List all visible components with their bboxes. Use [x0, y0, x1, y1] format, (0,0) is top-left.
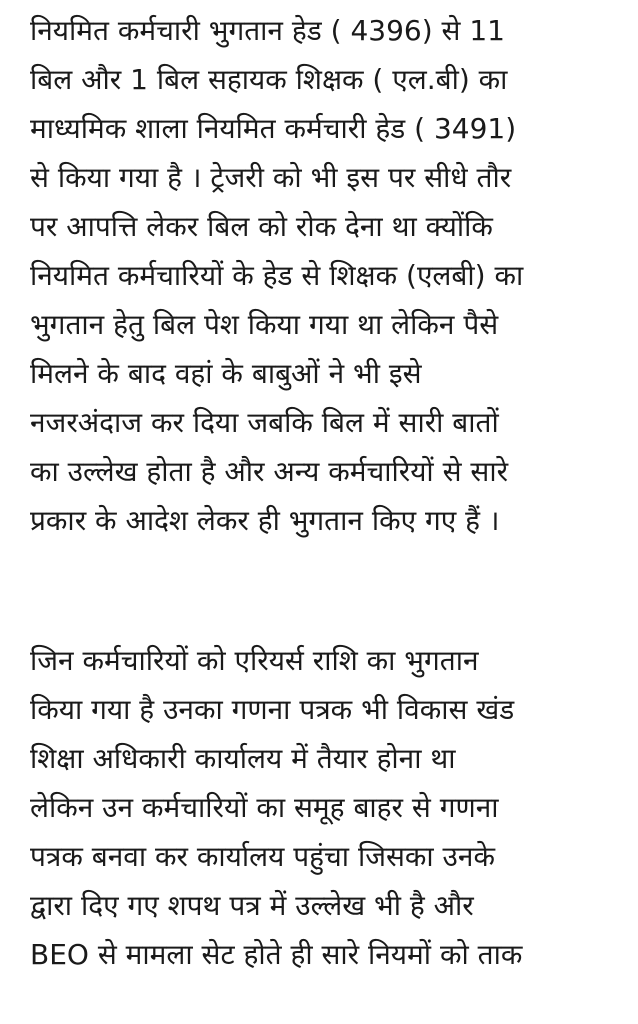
- text-line: मिलने के बाद वहां के बाबुओं ने भी इसे: [30, 357, 422, 390]
- text-line: नजरअंदाज कर दिया जबकि बिल में सारी बातों: [30, 406, 499, 439]
- text-line: BEO से मामला सेट होते ही सारे नियमों को ताक: [30, 938, 523, 971]
- text-line: नियमित कर्मचारी भुगतान हेड ( 4396) से 11: [30, 14, 505, 47]
- text-line: जिन कर्मचारियों को एरियर्स राशि का भुगतान: [30, 644, 479, 677]
- text-line: किया गया है उनका गणना पत्रक भी विकास खंड: [30, 693, 515, 726]
- paragraph-1: [0, 6, 523, 545]
- text-line: माध्यमिक शाला नियमित कर्मचारी हेड ( 3491): [30, 112, 517, 145]
- text-line: द्वारा दिए गए शपथ पत्र में उल्लेख भी है और: [30, 889, 474, 922]
- text-line: पत्रक बनवा कर कार्यालय पहुंचा जिसका उनके: [30, 840, 495, 873]
- text-line: लेकिन उन कर्मचारियों का समूह बाहर से गणना: [30, 791, 499, 824]
- text-line: पर आपत्ति लेकर बिल को रोक देना था क्योंकि: [30, 210, 493, 243]
- text-line: प्रकार के आदेश लेकर ही भुगतान किए गए हैं ।: [30, 504, 500, 537]
- text-line: भुगतान हेतु बिल पेश किया गया था लेकिन पैसे: [30, 308, 499, 341]
- text-line: बिल और 1 बिल सहायक शिक्षक ( एल.बी) का: [30, 63, 508, 96]
- text-line: नियमित कर्मचारियों के हेड से शिक्षक (एलबी) का: [30, 259, 524, 292]
- text-line: का उल्लेख होता है और अन्य कर्मचारियों से सारे: [30, 455, 509, 488]
- paragraph-2: [0, 636, 522, 979]
- text-line: शिक्षा अधिकारी कार्यालय में तैयार होना था: [30, 742, 456, 775]
- text-line: से किया गया है । ट्रेजरी को भी इस पर सीधे तौर: [30, 161, 512, 194]
